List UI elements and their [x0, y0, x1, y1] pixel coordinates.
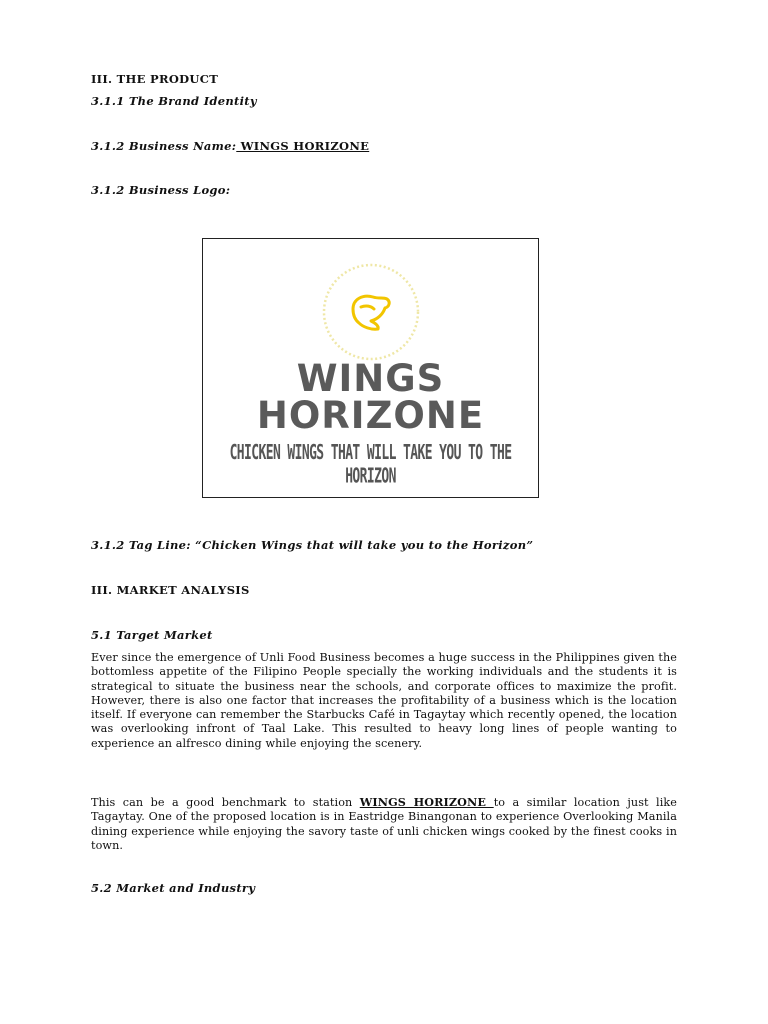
- market-analysis-heading: III. MARKET ANALYSIS: [91, 583, 250, 597]
- business-logo-label: 3.1.2 Business Logo:: [91, 183, 231, 197]
- business-name-label: 3.1.2 Business Name:: [91, 139, 237, 153]
- market-industry-heading: 5.2 Market and Industry: [91, 881, 256, 895]
- logo-line-1: WINGS: [296, 357, 445, 400]
- benchmark-brand-name: WINGS HORIZONE: [359, 795, 494, 809]
- logo-tagline: CHICKEN WINGS THAT WILL TAKE YOU TO THE HORIZON: [229, 442, 512, 489]
- benchmark-text-end: to a similar location just like Tagaytay. One of the proposed location is in Eastridge Binangonan to experience Overlooking Manila dining experience while enjoying the savory taste of unli chicken wings cooked by the finest cooks in town.: [91, 796, 677, 852]
- tagline-line: 3.1.2 Tag Line: “Chicken Wings that will take you to the Horizon”: [91, 538, 534, 552]
- target-market-paragraph: Ever since the emergence of Unli Food Business becomes a huge success in the Philippines given the bottomless appetite of the Filipino People specially the working individuals and the students it is strategical to situate the business near the schools, and corporate offices to maximize the profit. However, there is also one factor that increases the profitability of a business which is the location itself. If everyone can remember the Starbucks Café in Tagaytay which recently opened, the location was overlooking infront of Taal Lake. This resulted to heavy long lines of people wanting to experience an alfresco dining while enjoying the scenery.: [91, 651, 677, 750]
- business-name-value: WINGS HORIZONE: [236, 139, 370, 153]
- target-market-heading: 5.1 Target Market: [91, 628, 213, 642]
- chicken-wing-icon: [353, 296, 389, 329]
- benchmark-text-start: This can be a good benchmark to station: [91, 796, 360, 809]
- product-heading: III. THE PRODUCT: [91, 72, 219, 86]
- business-name-line: [91, 139, 369, 153]
- benchmark-paragraph: [91, 795, 677, 853]
- brand-identity-heading: 3.1.1 The Brand Identity: [91, 94, 257, 108]
- logo-line-2: HORIZONE: [256, 394, 485, 437]
- logo-ring: [324, 265, 418, 359]
- business-logo: [202, 238, 539, 498]
